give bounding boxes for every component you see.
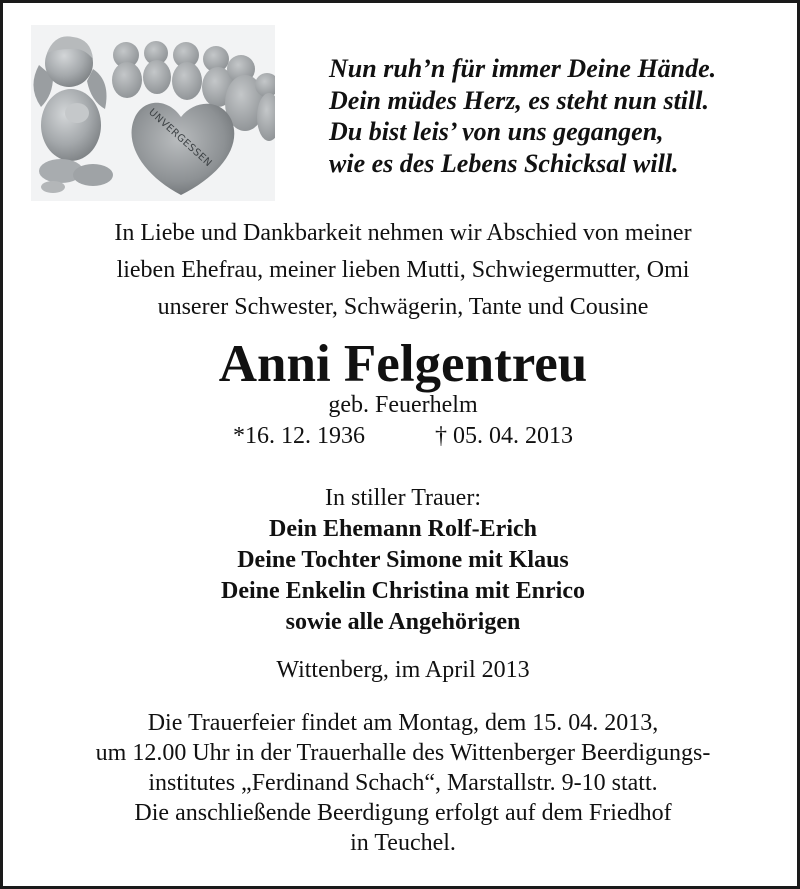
funeral-service-info [3,708,800,858]
angel-figurines-with-heart-stone [31,25,275,201]
poem-line: Dein müdes Herz, es steht nun still. [329,85,709,115]
poem-line: Nun ruh’n für immer Deine Hände. [329,54,717,83]
mourner-line: Deine Enkelin Christina mit Enrico [220,578,586,604]
intro-line: lieben Ehefrau, meiner lieben Mutti, Schwiegermutter, Omi [116,257,690,283]
poem-line: wie es des Lebens Schicksal will. [329,148,679,178]
mourners-heading: In stiller Trauer: [325,485,481,511]
service-line: in Teuchel. [350,830,456,856]
poem-line: Du bist leis’ von uns gegangen, [329,117,664,146]
service-line: Die anschließende Beerdigung erfolgt auf dem Friedhof [134,800,672,826]
svg-text:UNVERGESSEN: UNVERGESSEN [146,106,214,170]
birth-name: geb. Feuerhelm [328,392,478,418]
service-line: um 12.00 Uhr in der Trauerhalle des Wittenberger Beerdigungs- [95,740,711,766]
death-date: † 05. 04. 2013 [435,423,573,449]
farewell-intro [3,215,800,326]
intro-line: unserer Schwester, Schwägerin, Tante und Cousine [157,294,649,320]
birth-date: *16. 12. 1936 [233,423,365,449]
service-line: Die Trauerfeier findet am Montag, dem 15. 04. 2013, [147,710,659,736]
mourners-list [3,514,800,638]
intro-line: In Liebe und Dankbarkeit nehmen wir Abschied von meiner [114,220,692,246]
poem [329,53,789,179]
life-dates [3,421,800,451]
mourner-line: Deine Tochter Simone mit Klaus [237,547,569,573]
service-line: institutes „Ferdinand Schach“, Marstallstr. 9-10 statt. [148,770,658,796]
mourner-line: Dein Ehemann Rolf-Erich [268,516,537,542]
mourner-line: sowie alle Angehörigen [285,609,521,635]
deceased-name: Anni Felgentreu [218,335,588,393]
place-and-date: Wittenberg, im April 2013 [276,657,530,683]
